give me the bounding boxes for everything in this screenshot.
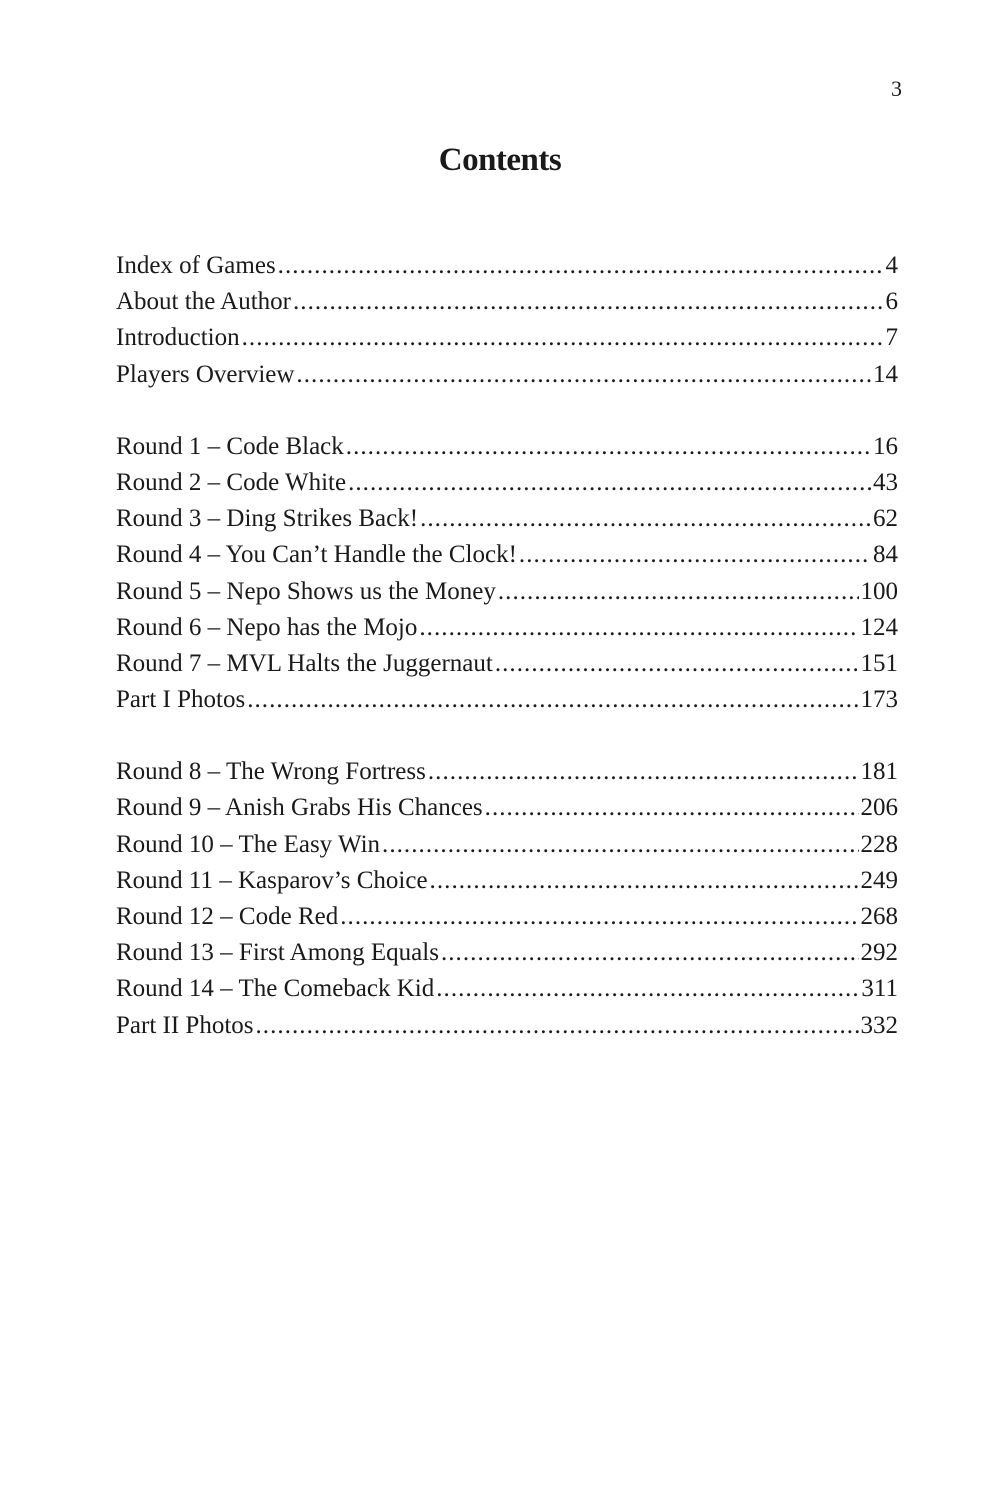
toc-entry-label: Round 6 – Nepo has the Mojo <box>116 613 418 641</box>
toc-leader-dots <box>419 610 858 646</box>
toc-entry[interactable] <box>116 429 898 465</box>
toc-entry-label: Round 1 – Code Black <box>116 432 344 460</box>
toc-entry-page: 181 <box>860 758 898 786</box>
toc-entry-label: Round 13 – First Among Equals <box>116 939 439 967</box>
toc-leader-dots <box>441 935 859 971</box>
toc-entry-page: 14 <box>873 360 898 388</box>
toc-entry[interactable] <box>116 899 898 935</box>
toc-group-part-one <box>116 429 898 719</box>
toc-leader-dots <box>348 465 871 501</box>
toc-entry[interactable] <box>116 682 898 718</box>
toc-entry[interactable] <box>116 465 898 501</box>
toc-entry-page: 206 <box>860 794 898 822</box>
toc-leader-dots <box>428 754 859 790</box>
toc-entry-label: Round 10 – The Easy Win <box>116 830 381 858</box>
toc-entry-page: 84 <box>873 541 898 569</box>
toc-entry-label: Introduction <box>116 324 240 352</box>
toc-entry-page: 268 <box>860 903 898 930</box>
toc-entry[interactable] <box>116 610 898 646</box>
toc-entry-page: 173 <box>860 686 898 714</box>
page-number: 3 <box>891 76 902 101</box>
toc-entry[interactable] <box>116 320 898 356</box>
toc-entry[interactable] <box>116 537 898 573</box>
toc-entry-label: Round 4 – You Can’t Handle the Clock! <box>116 541 517 569</box>
toc-entry[interactable] <box>116 574 898 610</box>
toc-entry-label: Round 9 – Anish Grabs His Chances <box>116 794 483 822</box>
toc-leader-dots <box>346 429 871 465</box>
toc-leader-dots <box>519 537 871 573</box>
toc-leader-dots <box>242 320 884 356</box>
toc-entry-label: Index of Games <box>116 252 276 279</box>
toc-entry-label: About the Author <box>116 288 291 316</box>
toc-leader-dots <box>278 248 884 284</box>
toc-group-front-matter <box>116 248 898 393</box>
toc-leader-dots <box>340 899 858 935</box>
toc-entry[interactable] <box>116 1008 898 1044</box>
toc-entry-page: 4 <box>885 252 898 279</box>
toc-leader-dots <box>430 863 859 899</box>
toc-entry-label: Round 2 – Code White <box>116 468 347 496</box>
toc-leader-dots <box>436 971 859 1007</box>
toc-leader-dots <box>420 501 871 537</box>
toc-entry-label: Round 8 – The Wrong Fortress <box>116 758 426 786</box>
toc-entry-label: Round 14 – The Comeback Kid <box>116 975 435 1003</box>
toc-entry[interactable] <box>116 935 898 971</box>
toc-entry-label: Part II Photos <box>116 1011 254 1039</box>
toc-entry[interactable] <box>116 754 898 790</box>
toc-entry-page: 62 <box>873 505 898 533</box>
toc-entry-page: 292 <box>860 939 898 967</box>
toc-entry-label: Round 5 – Nepo Shows us the Money <box>116 577 496 605</box>
toc-entry-page: 6 <box>885 288 898 316</box>
toc-entry[interactable] <box>116 284 898 320</box>
toc-entry[interactable] <box>116 863 898 899</box>
toc-leader-dots <box>495 646 859 682</box>
page-title: Contents <box>438 142 562 178</box>
toc-entry-page: 151 <box>860 649 898 677</box>
toc-entry[interactable] <box>116 248 898 284</box>
toc-entry[interactable] <box>116 827 898 863</box>
toc-entry-page: 16 <box>873 432 898 460</box>
toc-leader-dots <box>382 827 858 863</box>
table-of-contents <box>116 248 898 1080</box>
toc-entry-page: 249 <box>860 866 898 894</box>
toc-entry-label: Part I Photos <box>116 686 246 714</box>
toc-entry-page: 228 <box>860 830 898 858</box>
toc-entry-label: Round 11 – Kasparov’s Choice <box>116 866 428 894</box>
toc-leader-dots <box>247 682 858 718</box>
toc-entry-label: Players Overview <box>116 360 295 388</box>
toc-entry-label: Round 7 – MVL Halts the Juggernaut <box>116 649 493 677</box>
toc-leader-dots <box>256 1008 859 1044</box>
toc-entry[interactable] <box>116 646 898 682</box>
toc-entry-page: 7 <box>885 324 898 352</box>
toc-leader-dots <box>498 574 859 610</box>
toc-entry-page: 311 <box>861 975 898 1003</box>
toc-entry[interactable] <box>116 357 898 393</box>
toc-entry[interactable] <box>116 501 898 537</box>
toc-entry-page: 332 <box>860 1011 898 1039</box>
toc-entry-page: 100 <box>860 577 898 605</box>
toc-group-part-two <box>116 754 898 1044</box>
toc-leader-dots <box>485 790 859 826</box>
toc-entry-page: 43 <box>873 468 898 496</box>
toc-entry-label: Round 3 – Ding Strikes Back! <box>116 505 419 533</box>
toc-leader-dots <box>296 357 871 393</box>
toc-entry-page: 124 <box>860 613 898 641</box>
toc-entry[interactable] <box>116 971 898 1007</box>
toc-entry[interactable] <box>116 790 898 826</box>
toc-leader-dots <box>293 284 884 320</box>
toc-entry-label: Round 12 – Code Red <box>116 903 339 930</box>
